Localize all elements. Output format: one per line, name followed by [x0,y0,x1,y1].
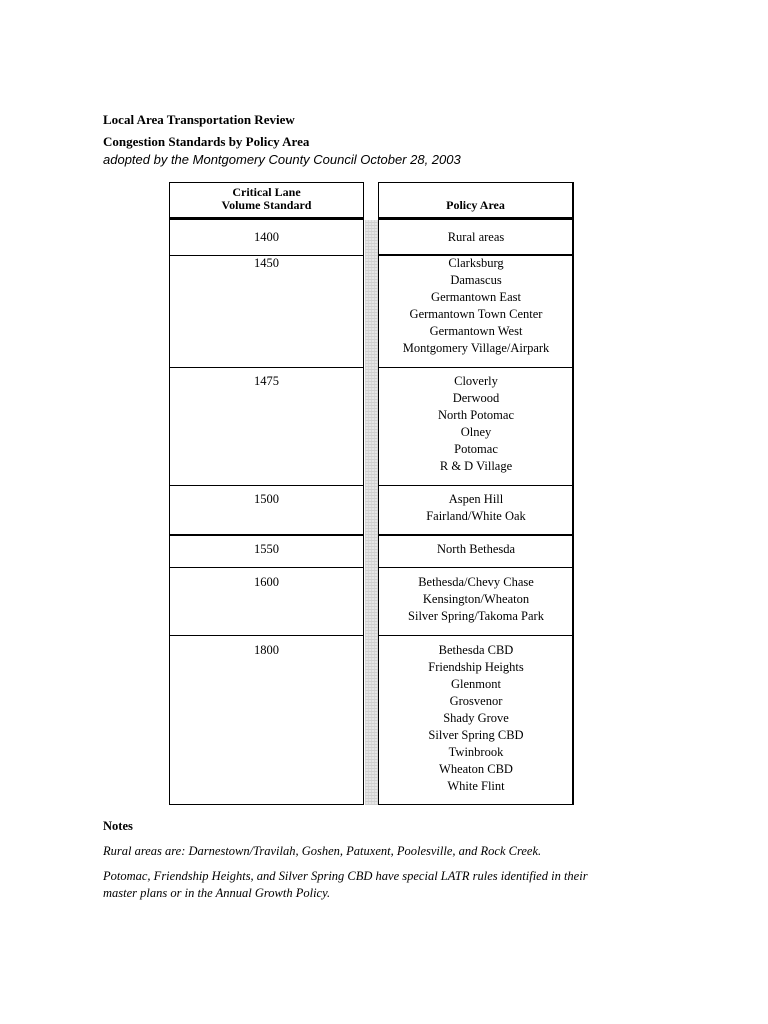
standard-value: 1500 [254,492,279,506]
standard-value: 1600 [254,575,279,589]
document-title: Local Area Transportation Review [103,112,295,127]
note-special-rules: Potomac, Friendship Heights, and Silver Spring CBD have special LATR rules identified in their master plans or in the Annual Growth Policy. [103,869,588,900]
policy-areas: Aspen Hill Fairland/White Oak [426,492,526,523]
policy-areas: Bethesda/Chevy Chase Kensington/Wheaton Silver Spring/Takoma Park [408,575,544,623]
row-divider [378,534,574,536]
standard-value: 1400 [254,230,279,244]
row-divider [169,635,364,636]
column-gutter [365,220,378,805]
col2-header: Policy Area [446,198,505,212]
policy-areas: North Bethesda [436,542,516,556]
row-divider [169,367,364,368]
standard-value: 1450 [254,256,279,270]
notes-heading: Notes [103,819,133,833]
standard-value: 1800 [254,643,279,657]
policy-areas: Cloverly Derwood North Potomac Olney Potomac R & D Village [437,374,515,473]
row-divider [378,635,574,636]
col1-header-line1: Critical Lane [232,185,301,199]
standard-value: 1550 [254,542,279,556]
row-divider [378,367,574,368]
document-subtitle: Congestion Standards by Policy Area [103,134,310,149]
policy-areas: Bethesda CBD Friendship Heights Glenmont Grosvenor Shady Grove Silver Spring CBD Twinbrook Wheaton CBD White Flint [428,643,524,793]
row-divider [169,485,364,486]
row-divider [378,485,574,486]
policy-areas: Clarksburg Damascus Germantown East Germantown Town Center Germantown West Montgomery Village/Airpark [402,256,550,355]
policy-areas: Rural areas [447,230,505,244]
standard-value: 1475 [254,374,279,388]
note-rural-areas: Rural areas are: Darnestown/Travilah, Goshen, Patuxent, Poolesville, and Rock Creek. [103,844,542,858]
row-divider [169,534,364,536]
header-rule-left [169,217,364,220]
adoption-note: adopted by the Montgomery County Council October 28, 2003 [103,152,461,167]
row-divider [169,567,364,568]
col1-header-line2: Volume Standard [221,198,312,212]
header-rule-right [378,217,574,220]
row-divider [378,567,574,568]
